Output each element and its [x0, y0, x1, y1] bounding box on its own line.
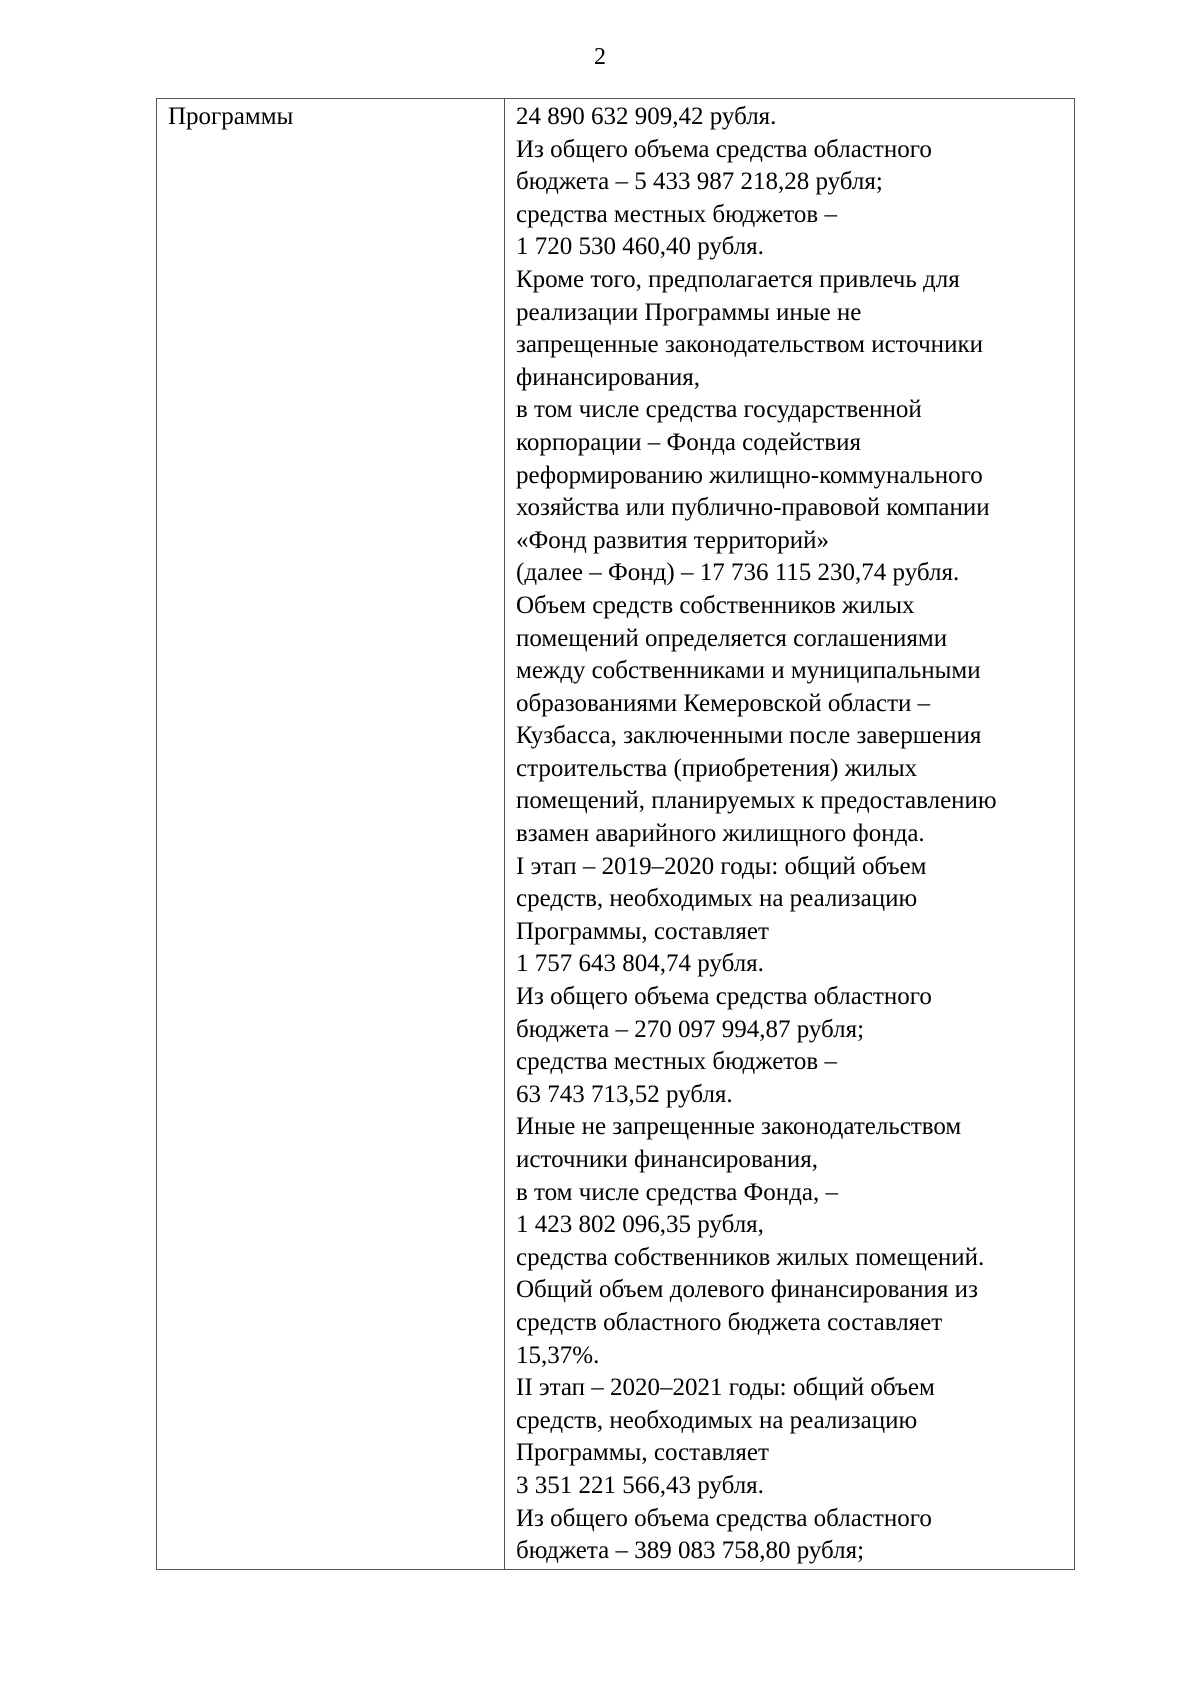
content-line: Кроме того, предполагается привлечь для [516, 265, 960, 293]
content-line: Кузбасса, заключенными после завершения [516, 722, 982, 750]
content-line: реализации Программы иные не [516, 298, 862, 326]
content-line: корпорации – Фонда содействия [516, 428, 861, 456]
content-line: реформированию жилищно-коммунального [516, 461, 983, 489]
content-line: «Фонд развития территорий» [516, 526, 830, 554]
content-line: средства собственников жилых помещений. [516, 1243, 985, 1271]
table-cell-label [157, 99, 505, 1569]
content-line: 1 757 643 804,74 рубля. [516, 950, 764, 978]
program-table [156, 98, 1075, 1570]
page-number: 2 [594, 44, 606, 70]
content-line: (далее – Фонд) – 17 736 115 230,74 рубля. [516, 559, 960, 587]
content-line: бюджета – 5 433 987 218,28 рубля; [516, 168, 883, 196]
content-line: в том числе средства Фонда, – [516, 1178, 838, 1206]
content-line: II этап – 2020–2021 годы: общий объем [516, 1374, 935, 1402]
content-line: бюджета – 389 083 758,80 рубля; [516, 1537, 865, 1565]
content-line: средства местных бюджетов – [516, 200, 837, 228]
content-line: Программы, составляет [516, 1439, 769, 1467]
content-line: 1 423 802 096,35 рубля, [516, 1211, 764, 1239]
content-line: 63 743 713,52 рубля. [516, 1080, 733, 1108]
content-line: средств, необходимых на реализацию [516, 1406, 918, 1434]
content-line: помещений определяется соглашениями [516, 624, 948, 652]
content-line: I этап – 2019–2020 годы: общий объем [516, 852, 927, 880]
content-line: в том числе средства государственной [516, 396, 922, 424]
content-line: помещений, планируемых к предоставлению [516, 787, 997, 815]
content-line: 1 720 530 460,40 рубля. [516, 233, 764, 261]
content-line: средств областного бюджета составляет [516, 1308, 943, 1336]
content-line: хозяйства или публично-правовой компании [516, 494, 990, 522]
content-line: строительства (приобретения) жилых [516, 754, 918, 782]
content-line: источники финансирования, [516, 1146, 819, 1173]
content-line: 3 351 221 566,43 рубля. [516, 1471, 764, 1499]
content-line: бюджета – 270 097 994,87 рубля; [516, 1015, 865, 1043]
content-line: взамен аварийного жилищного фонда. [516, 820, 925, 848]
content-line: образованиями Кемеровской области – [516, 689, 931, 717]
content-line: Из общего объема средства областного [516, 135, 932, 163]
content-line: 24 890 632 909,42 рубля. [516, 103, 777, 130]
table-cell-content [505, 99, 1074, 1569]
content-line: средств, необходимых на реализацию [516, 885, 918, 913]
content-line: Из общего объема средства областного [516, 983, 932, 1011]
content-line: 15,37%. [516, 1341, 600, 1369]
content-line: Из общего объема средства областного [516, 1504, 932, 1532]
content-line: Программы, составляет [516, 917, 769, 945]
content-line: Иные не запрещенные законодательством [516, 1113, 962, 1141]
content-line: Общий объем долевого финансирования из [516, 1276, 978, 1304]
content-line: средства местных бюджетов – [516, 1048, 837, 1076]
content-line: финансирования, [516, 363, 700, 391]
content-line: Объем средств собственников жилых [516, 591, 915, 619]
row-label: Программы [168, 103, 294, 130]
content-line: между собственниками и муниципальными [516, 657, 981, 685]
content-line: запрещенные законодательством источники [516, 331, 983, 359]
